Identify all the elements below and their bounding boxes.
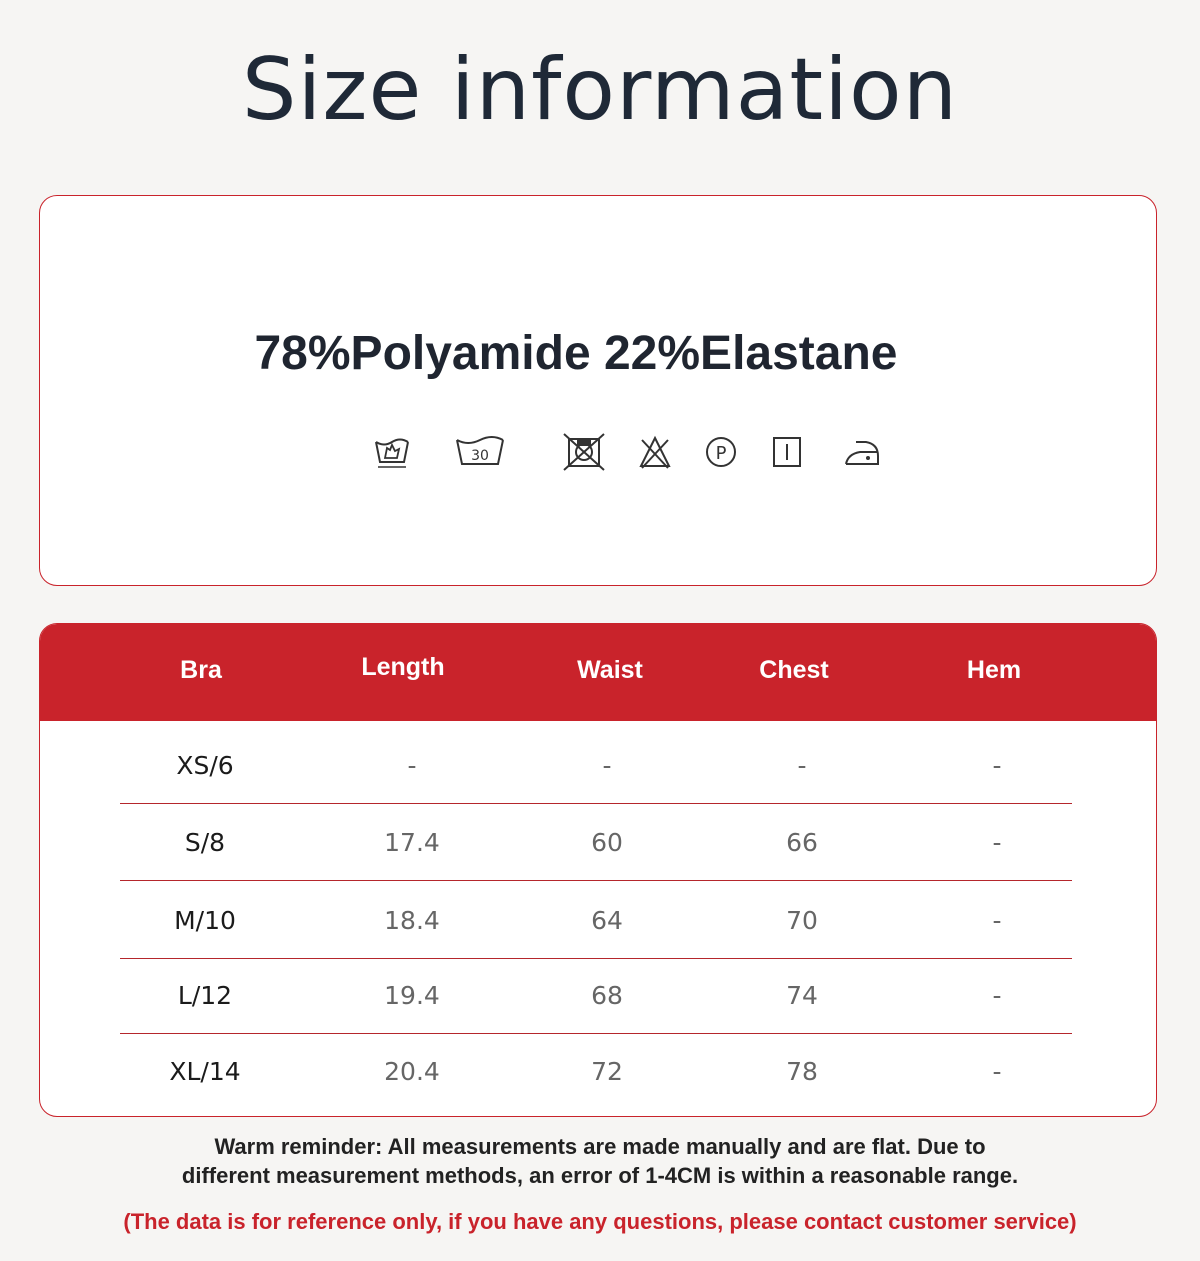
- length-cell: 19.4: [384, 981, 440, 1010]
- header-bra: Bra: [180, 656, 222, 684]
- dry-clean-p-icon: [704, 432, 738, 472]
- do-not-tumble-dry-icon: [562, 432, 606, 472]
- hem-cell: -: [992, 906, 1002, 935]
- size-cell: XS/6: [176, 751, 234, 780]
- line-dry-icon: [770, 432, 804, 472]
- iron-low-icon: [842, 432, 882, 472]
- waist-cell: 72: [591, 1057, 623, 1086]
- material-card: [39, 195, 1157, 586]
- chest-cell: 74: [786, 981, 818, 1010]
- table-row: [120, 805, 1072, 881]
- waist-cell: 68: [591, 981, 623, 1010]
- fabric-composition: 78%Polyamide 22%Elastane: [254, 327, 898, 380]
- header-chest: Chest: [759, 656, 829, 684]
- length-cell: 18.4: [384, 906, 440, 935]
- length-cell: 20.4: [384, 1057, 440, 1086]
- hem-cell: -: [992, 1057, 1002, 1086]
- table-row: [120, 728, 1072, 804]
- page-title: Size information: [241, 40, 959, 140]
- do-not-bleach-icon: [638, 432, 672, 472]
- table-row: [120, 883, 1072, 959]
- reminder-line-1: Warm reminder: All measurements are made manually and are flat. Due to: [214, 1134, 986, 1159]
- warm-reminder: [0, 1132, 1200, 1190]
- care-icons-row: [330, 432, 850, 472]
- size-cell: XL/14: [169, 1057, 241, 1086]
- hem-cell: -: [992, 828, 1002, 857]
- size-cell: M/10: [174, 906, 236, 935]
- reminder-line-2: different measurement methods, an error of 1-4CM is within a reasonable range.: [181, 1163, 1019, 1188]
- header-length: Length: [361, 653, 445, 681]
- size-table: [39, 623, 1157, 1117]
- reference-note: (The data is for reference only, if you have any questions, please contact customer service): [123, 1209, 1077, 1234]
- waist-cell: 60: [591, 828, 623, 857]
- wash-30-icon: [454, 432, 506, 472]
- waist-cell: 64: [591, 906, 623, 935]
- chest-cell: -: [797, 751, 807, 780]
- table-row: [120, 1034, 1072, 1109]
- size-table-header: [40, 624, 1156, 721]
- size-cell: L/12: [177, 981, 233, 1010]
- length-cell: -: [407, 751, 417, 780]
- hem-cell: -: [992, 751, 1002, 780]
- waist-cell: -: [602, 751, 612, 780]
- chest-cell: 70: [786, 906, 818, 935]
- chest-cell: 66: [786, 828, 818, 857]
- hem-cell: -: [992, 981, 1002, 1010]
- wash-temp-label: 30: [471, 448, 489, 464]
- header-waist: Waist: [577, 656, 643, 684]
- table-row: [120, 958, 1072, 1034]
- chest-cell: 78: [786, 1057, 818, 1086]
- dry-clean-letter: P: [715, 443, 727, 464]
- hand-wash-icon: [372, 432, 412, 472]
- size-cell: S/8: [184, 828, 226, 857]
- length-cell: 17.4: [384, 828, 440, 857]
- header-hem: Hem: [966, 656, 1022, 684]
